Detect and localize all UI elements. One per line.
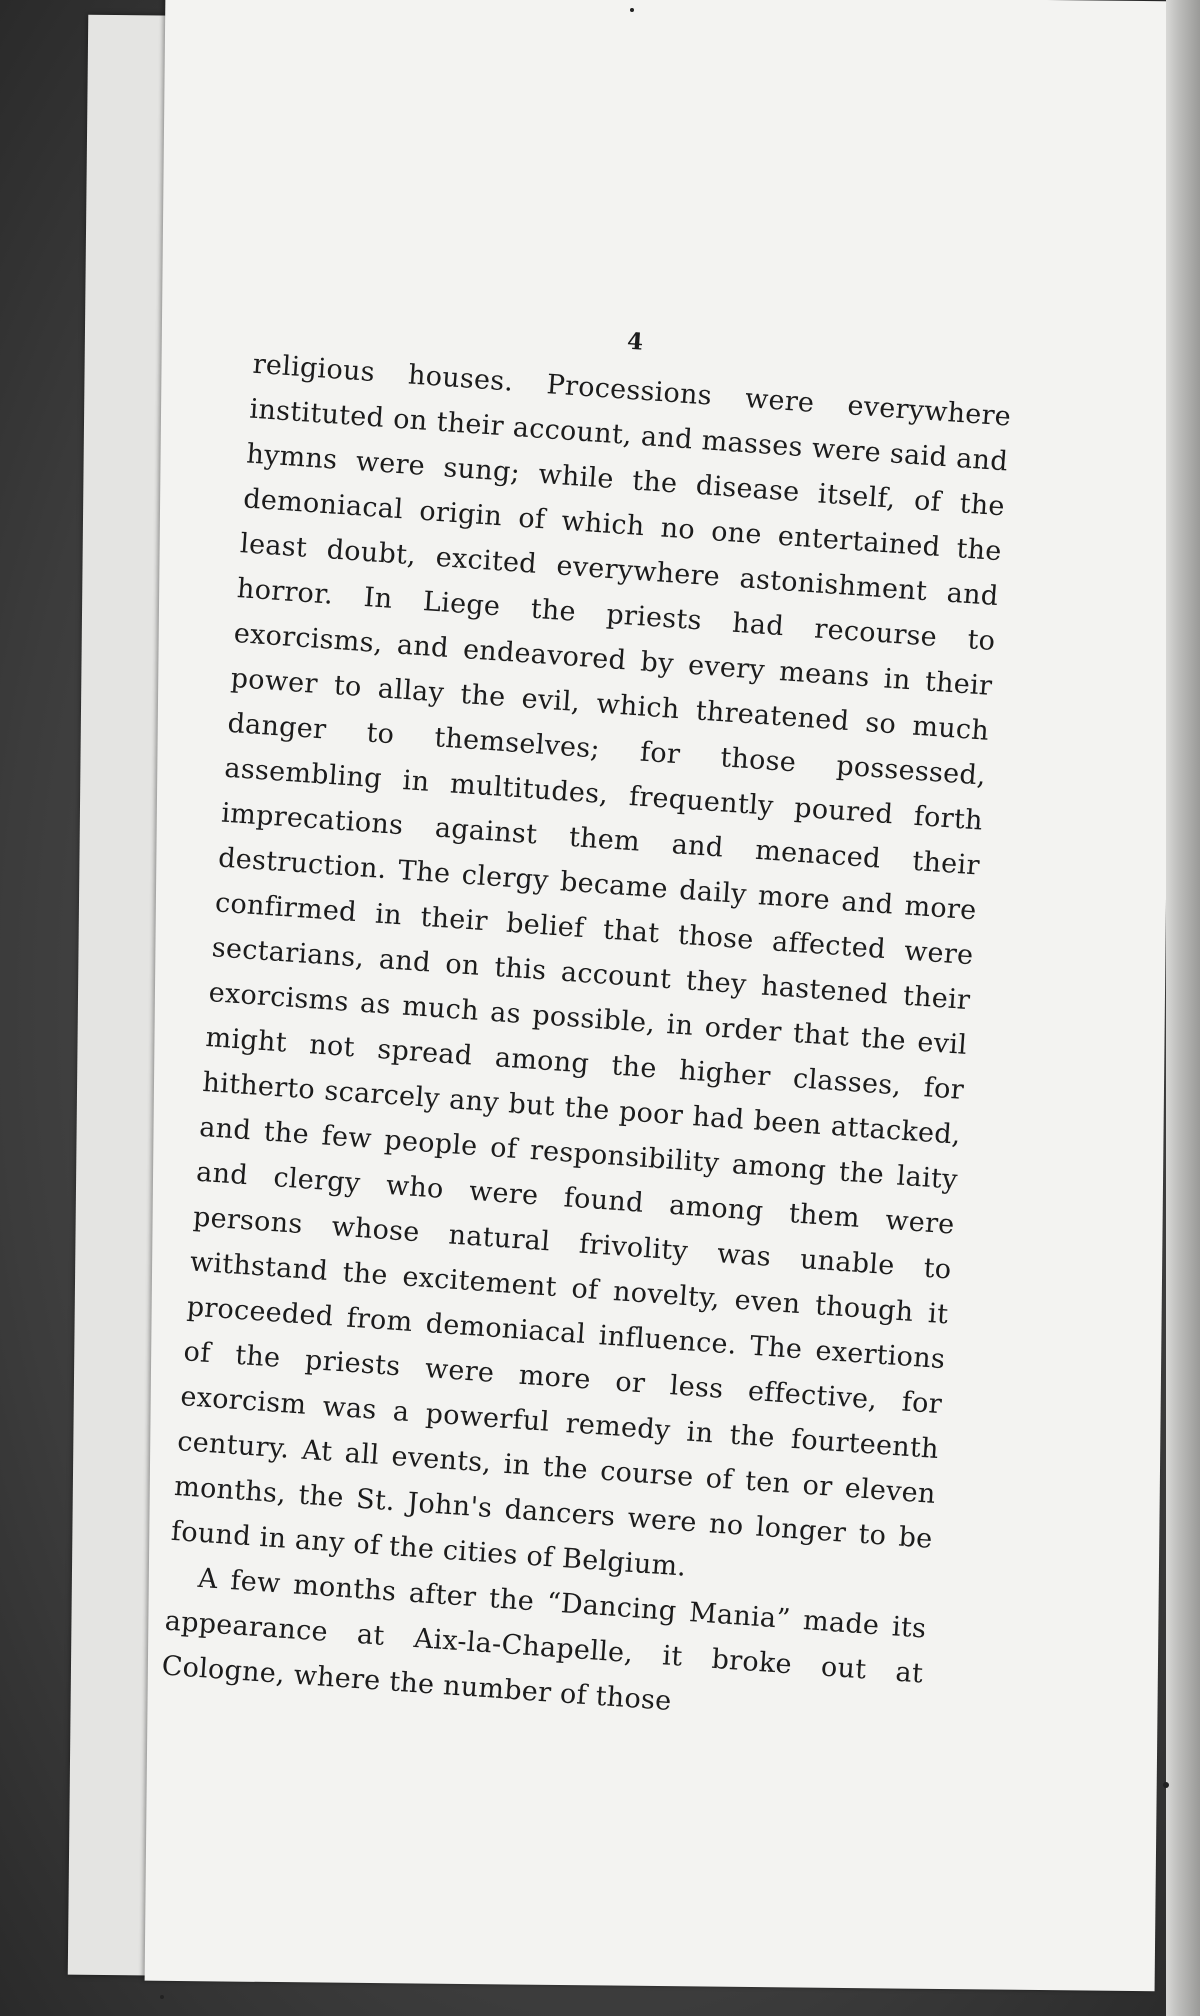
- paragraph-1: religious houses. Processions were everywhere instituted on their account, and masses were said and hymns were sung; while the disease itself, of the demoniacal origin of which no one entertained the least doubt, excited everywhere astonishment and horror. In Liege the priests had recourse to exorcisms, and endeavored by every means in their power to allay the evil, which threatened so much danger to themselves; for those possessed, assembling in multitudes, frequently poured forth imprecations against them and menaced their destruction. The clergy became daily more and more confirmed in their belief that those affected were sectarians, and on this account they hastened their exorcisms as much as possible, in order that the evil might not spread among the higher classes, for hitherto scarcely any but the poor had been attacked, and the few people of responsibility among the laity and clergy who were found among them were persons whose natural frivolity was unable to withstand the excitement of novelty, even though it proceeded from demoniacal influence. The exertions of the priests were more or less effective, for exorcism was a powerful remedy in the fourteenth century. At all events, in the course of ten or eleven months, the St. John's dancers were no longer to be found in any of the cities of Belgium.: [170, 348, 1013, 1583]
- scan-speck: [160, 1995, 164, 1999]
- paragraph-2: A few months after the “Dancing Mania” made its appearance at Aix-la-Chapelle, it broke out at Cologne, where the number of those: [160, 1562, 928, 1718]
- page-edge-right: [1166, 0, 1200, 2016]
- page-content: [160, 302, 1015, 1742]
- book-page: [145, 0, 1176, 1991]
- scan-speck: [1163, 1782, 1169, 1788]
- page-number: 4: [626, 327, 645, 356]
- scan-speck: [630, 8, 634, 12]
